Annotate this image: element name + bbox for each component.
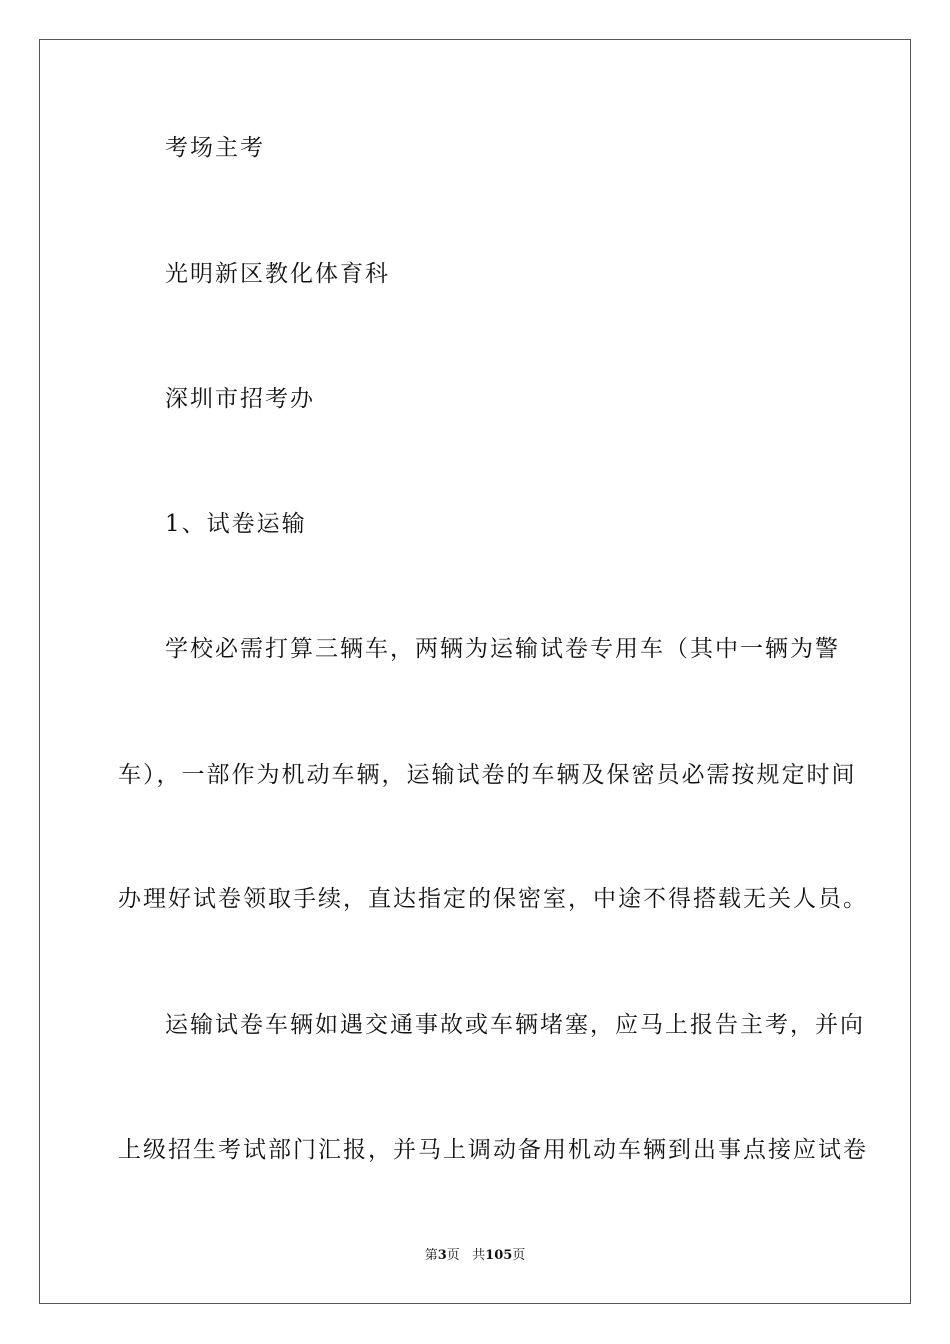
paragraph-line: 办理好试卷领取手续，直达指定的保密室，中途不得搭载无关人员。	[118, 886, 868, 912]
text-line-exam-office: 深圳市招考办	[165, 386, 315, 412]
paragraph-line: 学校必需打算三辆车，两辆为运输试卷专用车（其中一辆为警	[165, 636, 840, 662]
text-line-education-dept: 光明新区教化体育科	[165, 261, 390, 287]
page-number-footer: 第3页 共105页	[424, 1248, 526, 1263]
paragraph-line: 运输试卷车辆如遇交通事故或车辆堵塞，应马上报告主考，并向	[165, 1012, 865, 1038]
text-line-exam-chief: 考场主考	[165, 135, 265, 161]
paragraph-line: 车），一部作为机动车辆，运输试卷的车辆及保密员必需按规定时间	[118, 762, 857, 788]
section-heading-paper-transport: 1、试卷运输	[165, 511, 307, 537]
paragraph-line: 上级招生考试部门汇报，并马上调动备用机动车辆到出事点接应试卷	[118, 1137, 868, 1163]
page-frame	[39, 39, 911, 1304]
